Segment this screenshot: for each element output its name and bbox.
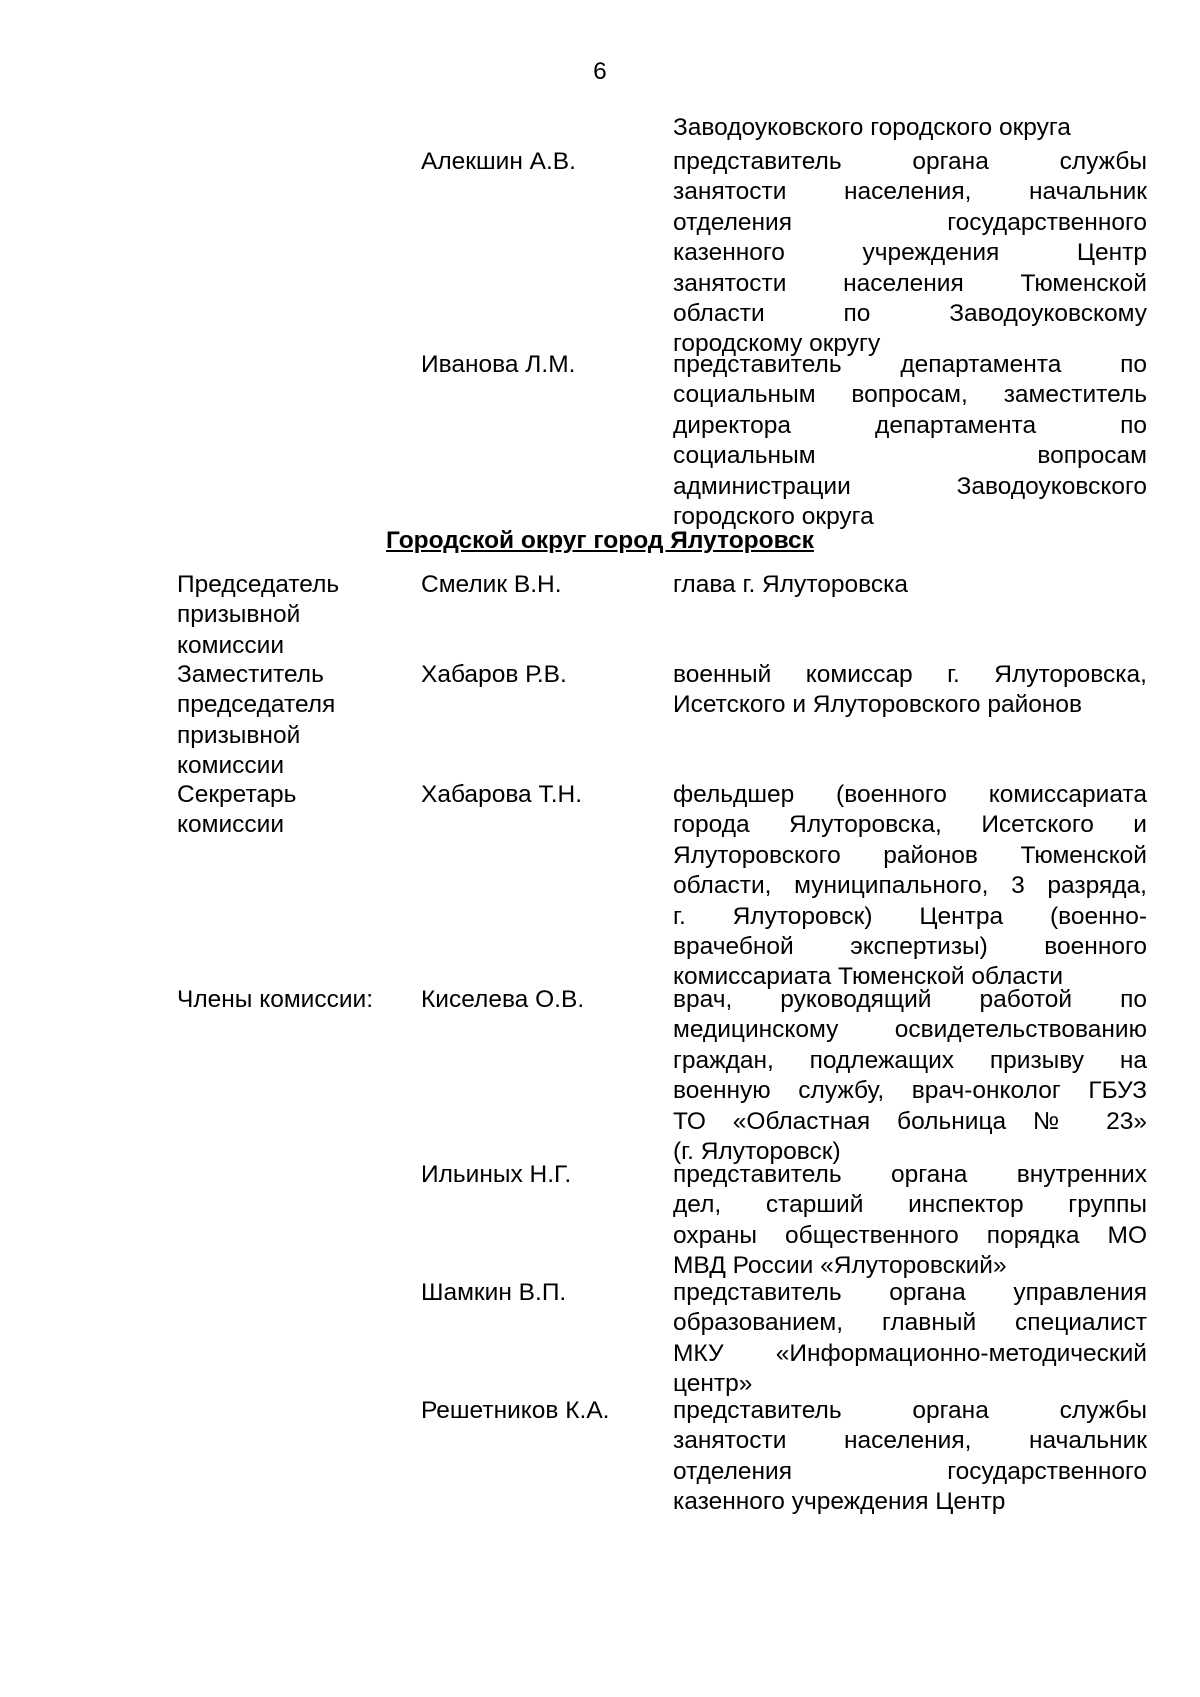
member-description	[673, 1278, 1147, 1400]
member-description-line: отделения государственного	[673, 1457, 1147, 1485]
member-description-line: казенного учреждения Центр	[673, 239, 1147, 267]
member-description-line: социальным вопросам, заместитель	[673, 381, 1147, 409]
member-description	[673, 1396, 1147, 1518]
member-description-line: представитель департамента по	[673, 351, 1147, 378]
member-description	[673, 985, 1147, 1167]
member-name: Иванова Л.М.	[421, 351, 576, 378]
member-description-line: Ялуторовского районов Тюменской	[673, 841, 1147, 869]
member-description-line: г. Ялуторовск) Центра (военно-	[673, 902, 1147, 930]
member-description	[673, 350, 1147, 532]
member-role	[177, 985, 407, 1015]
member-role	[177, 570, 407, 661]
member-role-line: Члены комиссии:	[177, 986, 374, 1013]
member-name: Решетников К.А.	[421, 1397, 610, 1424]
member-role-line: комиссии	[177, 631, 285, 659]
member-role	[177, 660, 407, 782]
member-description-line: военный комиссар г. Ялуторовска,	[673, 661, 1147, 688]
member-description-line: занятости населения, начальник	[673, 1427, 1147, 1455]
member-description-line: комиссариата Тюменской области	[673, 963, 1064, 991]
member-role-line: Секретарь	[177, 781, 297, 808]
member-description-line: центр»	[673, 1370, 753, 1398]
member-role-line: Заместитель	[177, 661, 324, 688]
member-description-line: казенного учреждения Центр	[673, 1488, 1006, 1516]
member-description-line: врачебной экспертизы) военного	[673, 933, 1147, 961]
member-description-line: охраны общественного порядка МО	[673, 1221, 1147, 1249]
member-description-line: представитель органа службы	[673, 1397, 1147, 1424]
member-role-line: комиссии	[177, 752, 285, 780]
member-name: Хабаров Р.В.	[421, 661, 567, 688]
member-description-line: фельдшер (военного комиссариата	[673, 781, 1147, 808]
member-description	[673, 147, 1147, 360]
member-description-line: глава г. Ялуторовска	[673, 571, 908, 598]
member-role-line: призывной	[177, 601, 301, 629]
member-description-line: ТО «Областная больница № 23»	[673, 1107, 1147, 1135]
member-role	[177, 780, 407, 841]
member-description-line: администрации Заводоуковского	[673, 472, 1147, 500]
section-heading: Городской округ город Ялуторовск	[386, 527, 814, 554]
member-description-line: социальным вопросам	[673, 442, 1147, 470]
member-description-line: врач, руководящий работой по	[673, 986, 1147, 1013]
member-description-line: занятости населения Тюменской	[673, 269, 1147, 297]
member-description-line: Заводоуковского городского округа	[673, 114, 1071, 141]
member-name: Шамкин В.П.	[421, 1279, 567, 1306]
member-role-line: председателя	[177, 691, 336, 719]
member-description	[673, 780, 1147, 993]
member-description-line: граждан, подлежащих призыву на	[673, 1046, 1147, 1074]
member-name: Смелик В.Н.	[421, 571, 562, 598]
member-description-line: города Ялуторовска, Исетского и	[673, 811, 1147, 839]
member-description-line: области, муниципального, 3 разряда,	[673, 872, 1147, 900]
member-role-line: комиссии	[177, 811, 285, 839]
member-description-line: дел, старший инспектор группы	[673, 1191, 1147, 1219]
member-description	[673, 570, 1147, 600]
member-description-line: занятости населения, начальник	[673, 178, 1147, 206]
member-description	[673, 660, 1147, 721]
member-description-line: Исетского и Ялуторовского районов	[673, 691, 1083, 719]
member-name: Хабарова Т.Н.	[421, 781, 583, 808]
member-description-line: МКУ «Информационно-методический	[673, 1339, 1147, 1367]
member-role-line: призывной	[177, 721, 301, 749]
member-description-line: МВД России «Ялуторовский»	[673, 1252, 1007, 1280]
member-description-line: (г. Ялуторовск)	[673, 1138, 841, 1166]
member-role-line: Председатель	[177, 571, 340, 598]
member-description-line: городского округа	[673, 503, 874, 531]
member-description-line: представитель органа службы	[673, 148, 1147, 175]
member-description-line: отделения государственного	[673, 208, 1147, 236]
member-description-line: директора департамента по	[673, 411, 1147, 439]
page-number: 6	[593, 58, 607, 85]
member-description-line: представитель органа внутренних	[673, 1161, 1147, 1188]
member-description-line: представитель органа управления	[673, 1279, 1147, 1306]
member-description-line: медицинскому освидетельствованию	[673, 1016, 1147, 1044]
member-description-line: образованием, главный специалист	[673, 1309, 1147, 1337]
member-name: Киселева О.В.	[421, 986, 585, 1013]
member-description-line: военную службу, врач-онколог ГБУЗ	[673, 1077, 1147, 1105]
member-description	[673, 113, 1147, 143]
member-name: Ильиных Н.Г.	[421, 1161, 572, 1188]
member-name: Алекшин А.В.	[421, 148, 576, 175]
member-description-line: городскому округу	[673, 330, 881, 358]
member-description	[673, 1160, 1147, 1282]
member-description-line: области по Заводоуковскому	[673, 300, 1147, 328]
